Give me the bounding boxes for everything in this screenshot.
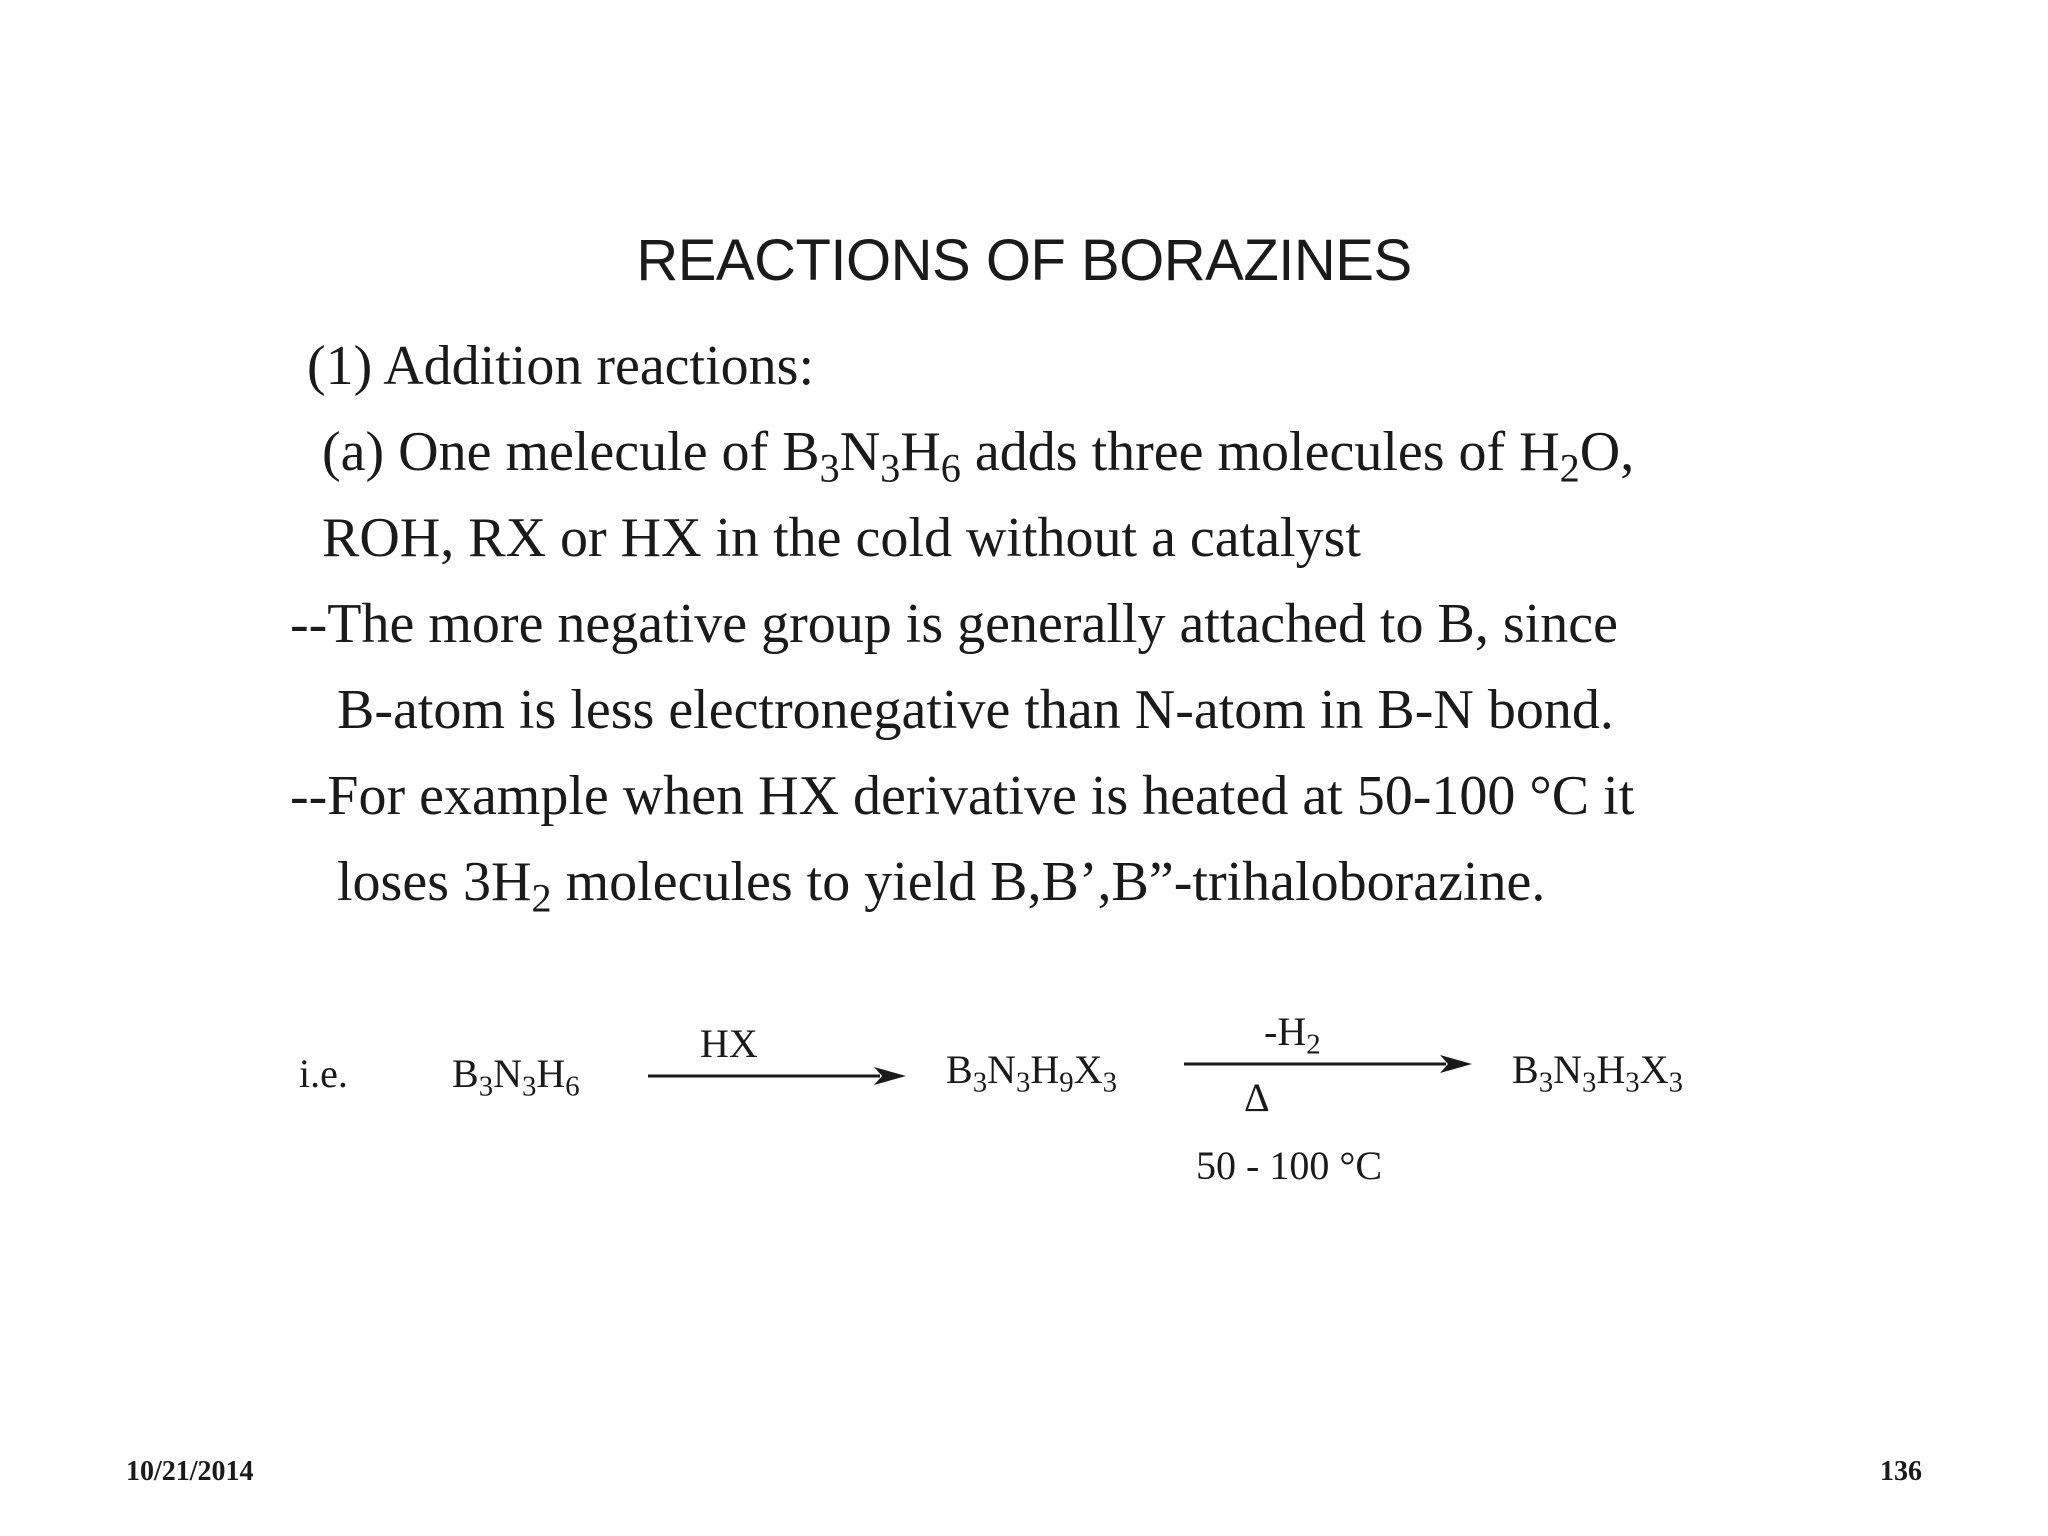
step2-above-label: $-H_2$ bbox=[1264, 1009, 1321, 1061]
paragraph-a-line1: (a) One melecule of $B_3N_3H_6$ adds three molecules of $H_2O$, bbox=[322, 421, 1635, 491]
note-2-line2: loses $3H_2$ molecules to yield B,B’,B”-trihaloborazine. bbox=[337, 851, 1546, 921]
step1-arrow bbox=[648, 1064, 908, 1088]
footer-date: 10/21/2014 bbox=[126, 1456, 254, 1487]
step2-delta-label: Δ bbox=[1244, 1075, 1270, 1120]
reactant-formula: $B_3N_3H_6$ bbox=[452, 1051, 580, 1103]
step1-reagent: HX bbox=[700, 1021, 758, 1066]
section-heading: (1) Addition reactions: bbox=[307, 335, 815, 397]
note-2-line1: --For example when HX derivative is heated at 50-100 °C it bbox=[290, 765, 1635, 827]
note-1-line2: B-atom is less electronegative than N-atom in B-N bond. bbox=[337, 679, 1614, 741]
step2-condition: 50 - 100 °C bbox=[1196, 1143, 1382, 1188]
intermediate-formula: $B_3N_3H_9X_3$ bbox=[946, 1047, 1117, 1099]
step2-arrow bbox=[1184, 1052, 1474, 1076]
product-formula: $B_3N_3H_3X_3$ bbox=[1512, 1047, 1683, 1099]
ie-label: i.e. bbox=[299, 1051, 348, 1096]
page-number: 136 bbox=[1880, 1456, 1922, 1487]
slide-title: REACTIONS OF BORAZINES bbox=[636, 228, 1412, 293]
paragraph-a-line2: ROH, RX or HX in the cold without a catalyst bbox=[322, 507, 1361, 569]
note-1-line1: --The more negative group is generally attached to B, since bbox=[290, 593, 1618, 655]
